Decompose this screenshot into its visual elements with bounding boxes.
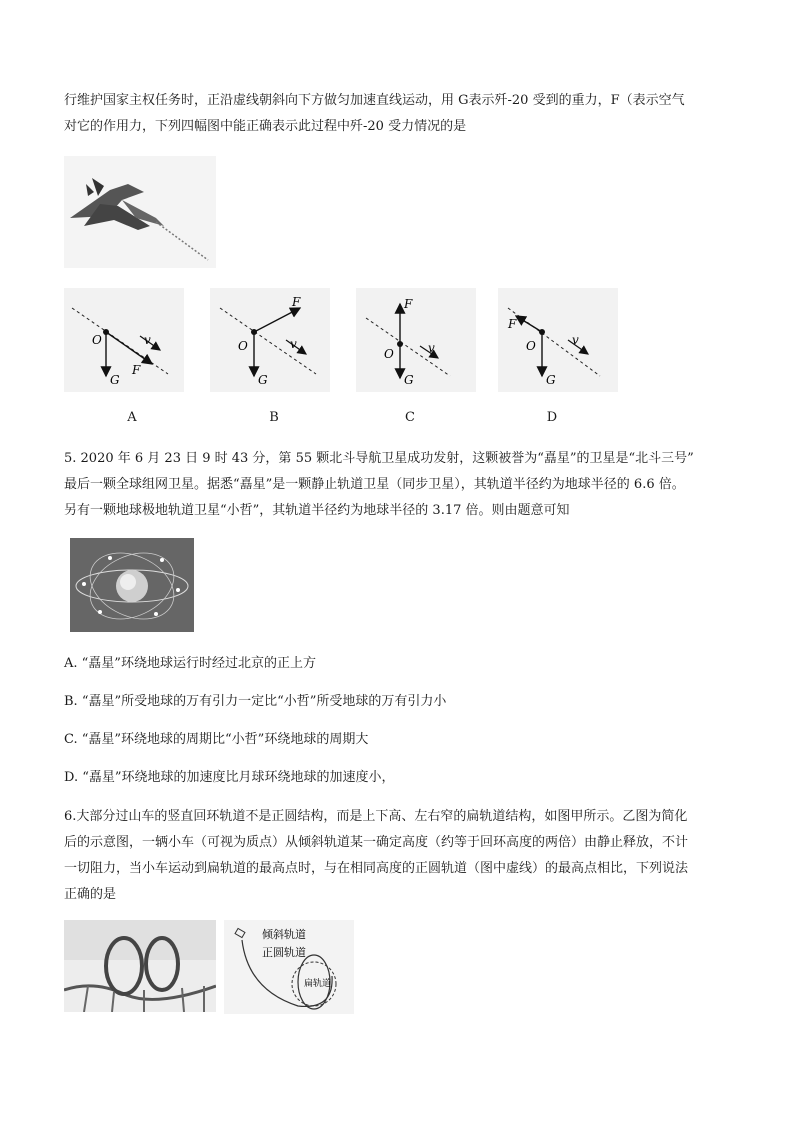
circle-track-label: 正圆轨道 bbox=[262, 946, 306, 959]
q5-option-b: B. “嚞星”所受地球的万有引力一定比“小哲”所受地球的万有引力小 bbox=[64, 694, 447, 709]
q6-text-line4: 正确的是 bbox=[64, 887, 117, 902]
diagram-b bbox=[210, 288, 330, 392]
gravity-g-label: G bbox=[258, 373, 268, 387]
origin-o-label: O bbox=[92, 333, 102, 347]
force-f-label: F bbox=[404, 297, 413, 311]
q5-option-c: C. “嚞星”环绕地球的周期比“小哲”环绕地球的周期大 bbox=[64, 732, 369, 747]
q6-text-line1: 6.大部分过山车的竖直回环轨道不是正圆结构，而是上下高、左右窄的扁轨道结构，如图甲所示。乙图为简化 bbox=[64, 809, 688, 824]
gravity-g-label: G bbox=[546, 373, 556, 387]
diagram-d bbox=[498, 288, 618, 392]
force-f-label: F bbox=[132, 363, 141, 377]
velocity-v-label: v bbox=[290, 337, 297, 351]
oval-track-label: 扁轨道 bbox=[304, 979, 332, 989]
q5-text-line1: 5. 2020 年 6 月 23 日 9 时 43 分，第 55 颗北斗导航卫星成功发射，这颗被誉为“嚞星”的卫星是“北斗三号” bbox=[64, 451, 694, 466]
jet-photo bbox=[64, 156, 216, 268]
origin-o-label: O bbox=[238, 339, 248, 353]
choice-label-c: C bbox=[405, 410, 415, 425]
q6-text-line2: 后的示意图，一辆小车（可视为质点）从倾斜轨道某一确定高度（约等于回环高度的两倍）由静止释放，不计 bbox=[64, 835, 689, 850]
q5-text-line2: 最后一颗全球组网卫星。据悉“嚞星”是一颗静止轨道卫星（同步卫星），其轨道半径约为地球半径的 6.6 倍。 bbox=[64, 477, 685, 492]
q5-option-a: A. “嚞星”环绕地球运行时经过北京的正上方 bbox=[64, 656, 316, 671]
satellite-photo bbox=[70, 538, 194, 632]
velocity-v-label: v bbox=[428, 341, 435, 355]
choice-label-d: D bbox=[546, 410, 558, 425]
choice-label-a: A bbox=[127, 410, 137, 425]
gravity-g-label: G bbox=[110, 373, 120, 387]
origin-o-label: O bbox=[526, 339, 536, 353]
diagram-c bbox=[356, 288, 476, 392]
force-diagrams bbox=[64, 288, 624, 392]
force-f-label: F bbox=[508, 317, 517, 331]
choice-label-b: B bbox=[269, 410, 279, 425]
q5-text-line3: 另有一颗地球极地轨道卫星“小哲”，其轨道半径约为地球半径的 3.17 倍。则由题意可知 bbox=[64, 503, 570, 518]
force-f-label: F bbox=[292, 295, 301, 309]
gravity-g-label: G bbox=[404, 373, 414, 387]
q4-text-line2: 对它的作用力，下列四幅图中能正确表示此过程中歼-20 受力情况的是 bbox=[64, 119, 467, 134]
rollercoaster-photo bbox=[64, 920, 216, 1012]
diagram-a bbox=[64, 288, 184, 392]
track-schematic bbox=[224, 920, 354, 1014]
velocity-v-label: v bbox=[572, 333, 579, 347]
velocity-v-label: v bbox=[144, 333, 151, 347]
q5-option-d: D. “嚞星”环绕地球的加速度比月球环绕地球的加速度小， bbox=[64, 770, 395, 785]
origin-o-label: O bbox=[384, 347, 394, 361]
q4-text-line1: 行维护国家主权任务时，正沿虚线朝斜向下方做匀加速直线运动，用 G表示歼-20 受到的重力，F（表示空气 bbox=[64, 93, 685, 108]
q6-text-line3: 一切阻力，当小车运动到扁轨道的最高点时，与在相同高度的正圆轨道（图中虚线）的最高点相比，下列说法 bbox=[64, 861, 689, 876]
incline-track-label: 倾斜轨道 bbox=[262, 928, 306, 941]
